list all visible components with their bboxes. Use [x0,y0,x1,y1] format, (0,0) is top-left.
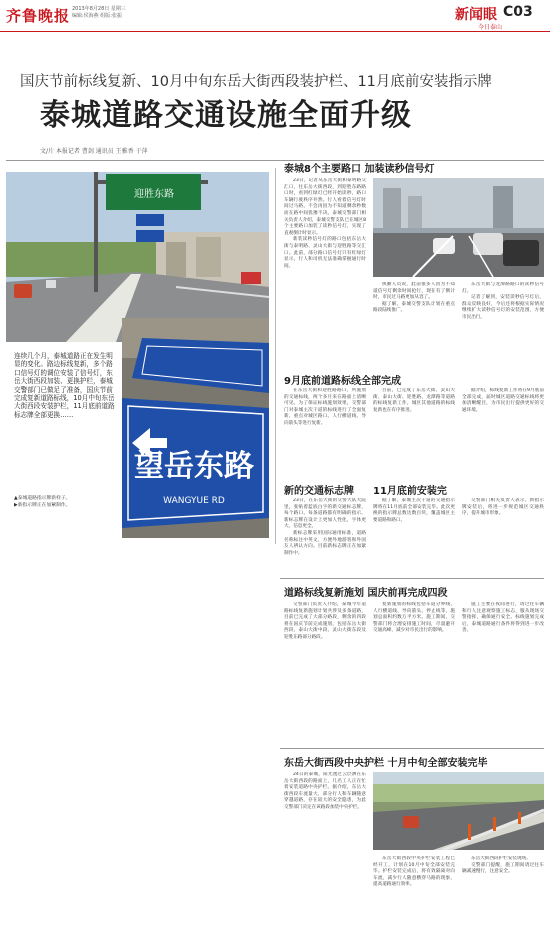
section-1-side-para-1: 执勤人员说，此前很多人因为不知道信号灯剩余时间抢行，现在有了倒计时，市民过马路更加从容了。 [373,282,455,301]
section-1-side [373,282,455,370]
article-byline: 文/片 本报记者 曹剑 通讯员 王雅香 于萍 [40,148,148,155]
section-6-col-2 [373,856,455,922]
street-scene [6,172,269,342]
guardrail-photo [373,772,544,850]
section-6-para-3: 交警部门提醒，施工期间请过往车辆减速慢行，注意安全。 [462,862,544,875]
section-6-col-3 [462,856,544,922]
issue-date: 2013年8月28日 星期三 [72,6,126,12]
section-4-title: 11月底前安装完 [373,486,447,497]
countdown-light-photo [373,178,544,277]
article-headline: 泰城道路交通设施全面升级 [40,98,412,133]
article-lead: 连续几个月，泰城道路正在发生明显的变化。路边标线复新，多个路口信号灯的调位安装了信号灯，东岳大街西段加装、更换护栏，泰城交警部门已做足了准备，国庆节前完成复新道路标线，10月中旬东岳大街西段安装护栏，11月底前道路标志牌全部更换…… [14,352,115,419]
section-6-photo-caption: 东岳大街西段护栏安装现场。 [471,856,531,861]
section-4-col-2 [462,498,544,578]
section-1-photo-caption: 东岳大街与龙潭路路口的读秒信号灯。 [462,282,544,294]
column-divider [275,168,276,544]
section-1-para-3: 记者了解到，安装读秒信号灯后，群众反映良好，今后还将根据实际情况继续扩大读秒信号灯的安装范围，方便市民出行。 [462,295,544,320]
section-subtitle: 今日泰山 [478,24,503,31]
section-1-side-para-2: 据了解，泰城交警支队计划在重点路段陆续推广。 [373,301,455,314]
section-1-para-1: 23日，记者从东岳大街和泰明路交汇口，往东岳大街西段，到迎胜东路路口时，看到红绿灯已经开始读秒，路口车辆行驶秩序井然。行人看着信号灯时间过马路，不会再因为不知道剩余秒数而在路中间犹豫不决。泰城交警部门相关负责人介绍，泰城交警支队已在城区8个主要路口加装了读秒信号灯，实现了直观倒计时显示。 [284,178,366,236]
section-name: 新闻眼 [455,7,497,23]
section-3-title: 新的交通标志牌 [284,486,354,497]
section-2-col-3 [462,388,544,476]
section-3-para-1: 23日，在东岳大街的交警大队大院里，张贴着蓝底白字的新交通标志牌，每个路口、每条道路都有明确的指示。新标志牌在设计上更加人性化，字体更大、信息更全。 [284,498,366,530]
section-5-col-2 [373,602,455,742]
headline-rule [6,160,544,161]
article-subtitle: 国庆节前标线复新、10月中旬东岳大街西段装护栏、11月底前安装指示牌 [20,74,492,90]
caption-2: ▶新指示牌正在加紧制作。 [14,502,71,508]
section-1-caption-col [462,282,544,370]
section-5-title: 道路标线复新施划 国庆前再完成四段 [284,588,448,599]
section-rule-1 [280,578,544,579]
section-6-para-2: 东岳大街西段中央护栏安装工程已经开工，计划在10月中旬全部安装完毕。护栏安装完成后，将有效隔离对向车流，减少行人随意横穿马路的现象，提高道路通行效率。 [373,856,455,888]
section-5-col-1 [284,602,366,742]
section-1-para-2: 新装读秒信号灯的路口包括东岳大街与泰明路、灵山大街与迎胜路等交汇口。此前，部分路口信号灯只有红绿灯显示，行人和司机无法准确掌握通行时间。 [284,237,366,269]
section-5-para-3: 施工主要在夜间进行，请过往车辆和行人注意观察施工标志，服从现场交警指挥，确保通行安全。标线施划完成后，泰城道路通行条件将得到进一步改善。 [462,602,544,634]
section-6-para-1: 24日的泰城，阳光透过云层洒在东岳大街西段的路面上，几名工人正在忙着安装道路中央护栏。据介绍，东岳大街西段车流量大，部分行人和车辆随意穿越道路，存在较大的安全隐患，为此交警部门决定在该路段加装中央护栏。 [284,772,366,810]
section-2-title: 9月底前道路标线全部完成 [284,376,401,387]
page-code: C03 [503,4,533,20]
section-2-para-1: 在东岳大街和迎胜路路口，所施划的交通标线，两个多月来在路面上清晰可见。为了保证标线施划效果，交警部门对泰城主次干道的标线进行了全面复新，重点对城区路口、人行横道线、导向箭头等进行复新。 [284,388,366,426]
issue-meta [72,6,126,20]
section-6-title: 东岳大街西段中央护栏 十月中旬全部安装完毕 [284,758,488,769]
blue-sign-text: 望岳东路 [134,449,254,484]
sign-photo [122,318,269,538]
green-sign-text: 迎胜东路 [134,189,174,200]
photo-captions [14,496,119,509]
newspaper-logo: 齐鲁晚报 [6,7,71,25]
blue-sign-en: WANGYUE RD [163,496,225,506]
section-3-body [284,498,366,578]
section-rule-2 [280,748,544,749]
section-2-para-3: 据介绍，标线复新工作将在9月底前全部完成，届时城区道路交通标线将更加清晰醒目，为市民出行提供更好的交通环境。 [462,388,544,413]
section-1-body [284,178,366,378]
issue-editors: 编辑:侯海燕 组版:张振 [72,13,122,19]
section-5-para-1: 交警部门负责人介绍，泰城今年道路标线复新施划计划共涉及多条道路，目前已完成了大部分路段，剩余的四段将在国庆节前完成施划，包括东岳大街西段、泰山大街中段、灵山大街东段及迎胜东路部分路段。 [284,602,366,640]
section-5-para-2: 复新施划的标线包括车道分界线、人行横道线、导向箭头、停止线等，施划总面积约数万平方米。施工期间，交警部门将合理安排施工时间，尽量避开交通高峰，减少对市民出行的影响。 [373,602,455,634]
section-2-col-2 [373,388,455,476]
section-6-col-1 [284,772,366,922]
road-scene [373,178,544,277]
section-2-para-2: 目前，已完成了东岳大街、灵山大街、泰山大街、迎胜路、龙潭路等道路的标线复新工作，城区其他道路的标线复新也在有序推进。 [373,388,455,413]
section-2-col-1 [284,388,366,476]
sign-scene [122,318,269,538]
section-5-col-3 [462,602,544,742]
guardrail-scene [373,772,544,850]
street-photo [6,172,269,342]
section-4-col-1 [373,498,455,578]
section-1-title: 泰城8个主要路口 加装读秒信号灯 [284,164,435,175]
section-3-para-2: 新标志牌采用国际通用标准，道路名称标注中英文，方便外地游客和外国友人辨认方向。目前新标志牌正在加紧制作中。 [284,530,366,556]
caption-1: ▲泰城道路指示牌新样子。 [14,496,71,501]
header-rule [0,31,550,32]
section-4-para-1: 据了解，泰城主次干道的交通指示牌将在11月底前全部安装完毕。此次更换的指示牌总数达数百块，覆盖城区主要道路和路口。 [373,498,455,523]
section-4-para-2: 交警部门相关负责人表示，新指示牌安装后，将进一步规范城区交通秩序，提升城市形象。 [462,498,544,517]
